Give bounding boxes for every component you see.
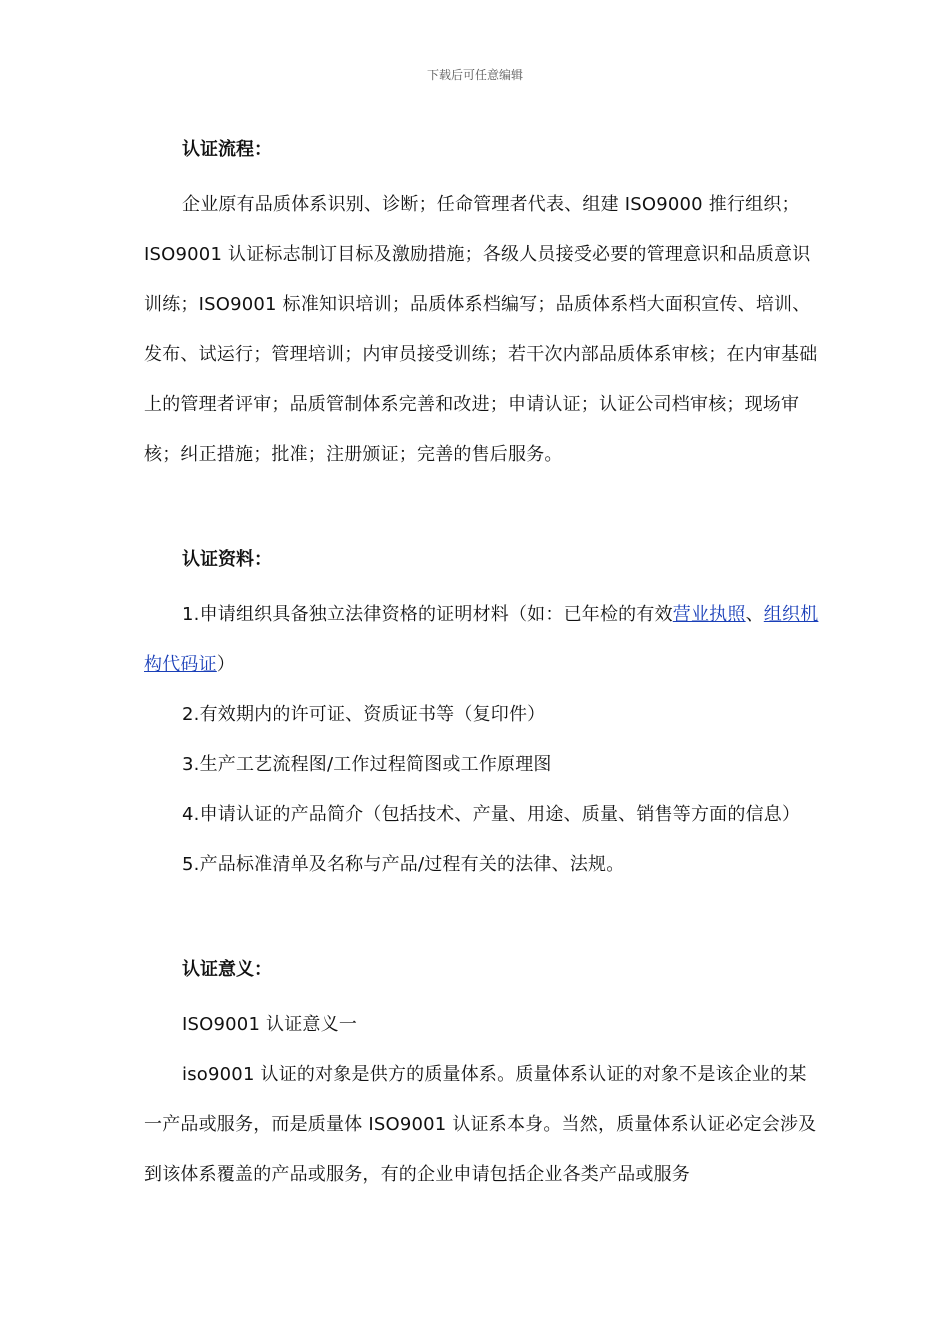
materials-item-5: 5.产品标准清单及名称与产品/过程有关的法律、法规。 — [182, 854, 625, 875]
section-heading-significance: 认证意义： — [182, 959, 272, 980]
materials-item-3: 3.生产工艺流程图/工作过程简图或工作原理图 — [182, 754, 552, 775]
section-heading-process: 认证流程： — [182, 139, 272, 160]
materials-item-1-separator: 、 — [745, 604, 764, 625]
materials-item-1 — [144, 590, 824, 690]
business-license-link[interactable]: 营业执照 — [672, 604, 746, 625]
page-header: 下载后可任意编辑 — [426, 68, 523, 82]
materials-item-2: 2.有效期内的许可证、资质证书等（复印件） — [182, 704, 546, 725]
materials-item-4: 4.申请认证的产品简介（包括技术、产量、用途、质量、销售等方面的信息） — [182, 804, 801, 825]
organization-code-link[interactable]: 组织机构代码证 — [144, 604, 819, 675]
document-body — [144, 130, 824, 1200]
materials-item-1-text: 1.申请组织具备独立法律资格的证明材料（如：已年检的有效 — [182, 604, 673, 625]
materials-item-1-suffix: ） — [216, 654, 236, 675]
significance-paragraph: iso9001 认证的对象是供方的质量体系。质量体系认证的对象不是该企业的某一产品或服务，而是质量体 ISO9001 认证系本身。当然，质量体系认证必定会涉及到该体系覆盖的产品或服务，有的企业申请包括企业各类产品或服务 — [144, 1064, 817, 1185]
significance-subheading: ISO9001 认证意义一 — [182, 1014, 358, 1035]
process-paragraph: 企业原有品质体系识别、诊断；任命管理者代表、组建 ISO9000 推行组织； ISO9001 认证标志制订目标及激励措施；各级人员接受必要的管理意识和品质意识训练；ISO9001 标准知识培训；品质体系档编写；品质体系档大面积宣传、培训、发布、试运行；管理培训；内审员接受训练；若干次内部品质体系审核；在内审基础上的管理者评审；品质管制体系完善和改进；申请认证；认证公司档审核；现场审核；纠正措施；批准；注册颁证；完善的售后服务。 — [144, 194, 818, 465]
section-heading-materials: 认证资料： — [182, 549, 272, 570]
